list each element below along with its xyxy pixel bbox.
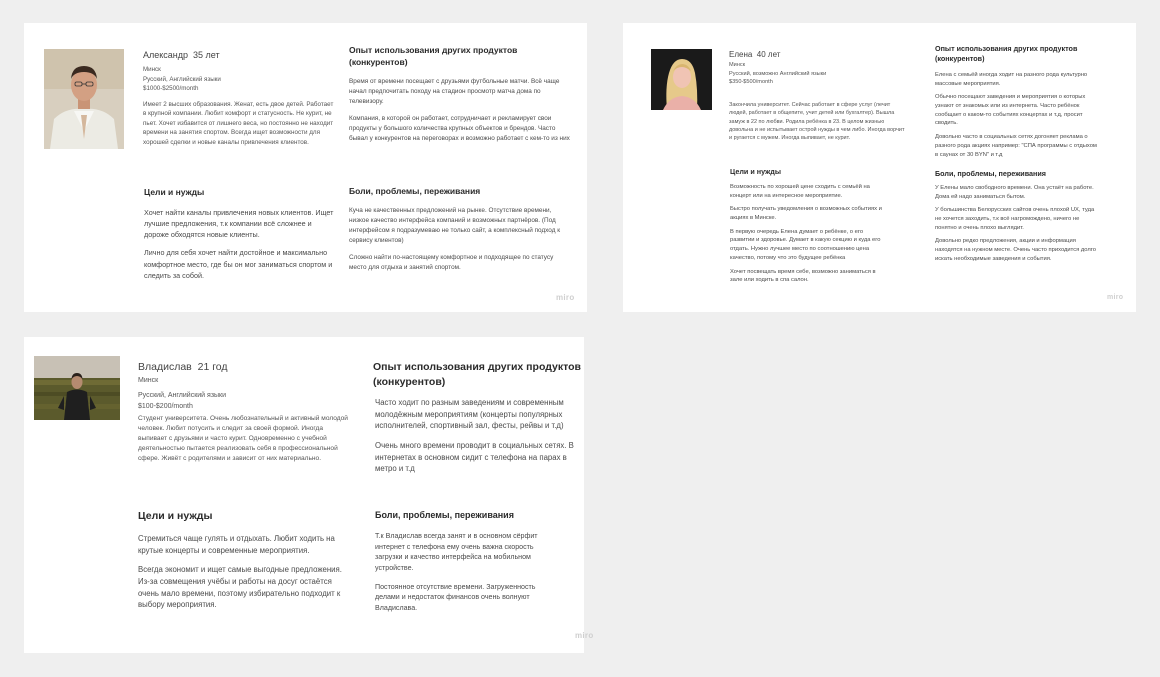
competitors-paragraph: Елена с семьёй иногда ходит на разного рода культурно массовые мероприятия.	[935, 72, 1088, 87]
miro-watermark: miro	[575, 631, 594, 640]
persona-income: $1000-$2500/month	[143, 85, 199, 93]
competitors-paragraph: Довольно часто в социальных сетях догоняет реклама о разного рода акциях например: "СПА программы с отдыхом в саунах от 30 BYN" и т.д	[935, 134, 1097, 158]
goals-paragraph: Возможность по хорошей цене сходить с семьёй на концерт или на интересное мероприятие.	[730, 184, 870, 199]
pains-paragraph: Сложно найти по-настоящему комфортное и подходящее по статусу место для отдыха и занятий спортом.	[349, 253, 554, 271]
persona-name-line	[729, 50, 909, 59]
persona-languages: Русский, Английский языки	[138, 391, 227, 399]
persona-meta	[138, 376, 338, 413]
persona-income: $350-$500/month	[729, 79, 773, 86]
miro-watermark: miro	[1107, 294, 1124, 301]
competitors-text	[935, 71, 1098, 164]
persona-meta	[143, 65, 343, 94]
persona-bio: Закончила университет. Сейчас работает в сфере услуг (лечит людей, работает в общепите, учит детей или бухгалтер). Вышла замуж в 22 по любви. Родила ребёнка в 23. В целом жизнью довольна и не испытывает острой нужды в чем либо. Иногда ворчит и ругается с мужем. Иногда выпивает, не курит.	[729, 102, 905, 141]
pains-paragraph: У Елены мало свободного времени. Она устаёт на работе. Дома ей надо заниматься бытом.	[935, 185, 1094, 200]
persona-name-line	[143, 50, 343, 60]
goals-heading: Цели и нужды	[138, 510, 213, 522]
persona-income: $100-$200/month	[138, 402, 193, 410]
pains-heading: Боли, проблемы, переживания	[935, 169, 1046, 178]
competitors-heading: Опыт использования других продуктов (конкурентов)	[349, 45, 518, 67]
persona-city: Минск	[729, 62, 746, 68]
competitors-paragraph: Компания, в которой он работает, сотрудничает и рекламирует свои продукты у большого количества крупных объектов и брендов. Часто бывал у конкурентов на переговорах и возможно работает с кем-то из них	[349, 114, 570, 142]
persona-photo	[34, 356, 120, 420]
competitors-heading: Опыт использования других продуктов (конкурентов)	[935, 44, 1078, 64]
goals-paragraph: Хочет посвещать время себе, возможно заниматься в зале или ходить в спа салон.	[730, 268, 876, 284]
persona-photo	[651, 49, 712, 110]
pains-paragraph: Постоянное отсутствие времени. Загруженность делами и недостаток финансов очень волнуют Владислава.	[375, 582, 536, 612]
miro-watermark: miro	[556, 293, 575, 302]
persona-card-aleksandr[interactable]	[24, 23, 587, 312]
pains-heading: Боли, проблемы, переживания	[349, 186, 481, 196]
persona-languages: Русский, Английский языки	[143, 75, 221, 83]
persona-meta	[729, 61, 909, 87]
pains-paragraph: Куча не качественных предложений на рынке. Отсутствие времени, низкое качество интерфейса компаний и возможных партнёров. (Под интерфейсом я подразумеваю не только сайт, а комплексный подход к сервису клиентов)	[349, 207, 561, 244]
pains-paragraph: У большинства Белорусских сайтов очень плохой UX, туда не хочется заходить, т.к всё нагромождено, ничего не понятно и очень плохо выглядит.	[935, 207, 1095, 231]
persona-city: Минск	[143, 66, 161, 73]
persona-name: Елена	[729, 50, 753, 59]
goals-paragraph: Хочет найти каналы привлечения новых клиентов. Ищет лучшие предложения, т.к компании всё сложнее и дороже обходятся новые клиенты.	[144, 208, 334, 240]
pains-text	[935, 184, 1098, 269]
persona-card-vladislav[interactable]	[24, 337, 594, 653]
persona-languages: Русский, возможно Английский языки	[729, 70, 827, 77]
goals-paragraph: Лично для себя хочет найти достойное и максимально комфортное место, где бы он мог заниматься спортом и следить за собой.	[144, 248, 333, 280]
persona-age: 35 лет	[193, 50, 220, 60]
goals-heading: Цели и нужды	[730, 167, 781, 176]
man-in-field-portrait-icon	[34, 356, 120, 420]
goals-text	[144, 207, 334, 288]
competitors-paragraph: Часто ходит по разным заведениям и современным молодёжным мероприятиям (концерты популярных исполнителей, спортивный зал, фесты, рейвы и т.д)	[375, 398, 564, 431]
persona-bio: Студент университета. Очень любознательный и активный молодой человек. Любит потусить и следит за своей формой. Иногда выпивает с друзьями и часто курит. Одновременно с учебной деятельностью пытается реализовать себя в профессиональной сфере. Живёт с родителями и зависит от них материально.	[138, 415, 348, 462]
pains-paragraph: Т.к Владислав всегда занят и в основном сёрфит интернет с телефона ему очень важна скорость загрузки и качество интерфейса на мобильном устройстве.	[375, 532, 538, 572]
goals-heading: Цели и нужды	[144, 187, 205, 197]
goals-paragraph: Всегда экономит и ищет самые выгодные предложения. Из-за совмещения учёбы и работы на досуг остаётся очень мало времени, поэтому избирательно подходит к выбору мероприятия.	[138, 565, 342, 610]
competitors-paragraph: Очень много времени проводит в социальных сетях. В интернетах в основном сидит с телефона на парах в метро и т.д	[375, 441, 574, 474]
goals-paragraph: Стремиться чаще гулять и отдыхать. Любит ходить на крутые концерты и современные мероприятия.	[138, 534, 335, 555]
pains-paragraph: Довольно редко предложения, акции и информация находятся на нужном месте. Очень часто приходится долго искать необходимые заведения и события.	[935, 238, 1096, 262]
woman-portrait-icon	[651, 49, 712, 110]
competitors-paragraph: Обычно посещают заведения и мероприятия о которых узнают от знакомых или из интернета. Часто ребёнок сообщает о каком-то событиях концертах и т.д, просит сводить.	[935, 94, 1086, 127]
persona-name: Владислав	[138, 361, 192, 373]
pains-text	[349, 206, 571, 280]
persona-photo	[44, 49, 124, 149]
persona-name-line	[138, 361, 338, 373]
persona-city: Минск	[138, 377, 159, 384]
persona-bio: Имеет 2 высших образования. Женат, есть двое детей. Работает в крупной компании. Любит комфорт и статусность. Не курит, не пьет. Хочет избавится от лишнего веса, но постоянно не находит времени на занятия спортом. Всегда ищет возможности для хорошей сделки и новые каналы привлечения клиентов.	[143, 101, 334, 146]
competitors-paragraph: Время от времени посещает с друзьями футбольные матчи. Всё чаще начал предпочитать походу на стадион просмотр матча дома по телевизору.	[349, 78, 560, 105]
persona-name: Александр	[143, 50, 189, 60]
competitors-text	[375, 397, 578, 483]
goals-text	[730, 183, 886, 290]
persona-age: 21 год	[197, 361, 228, 373]
pains-heading: Боли, проблемы, переживания	[375, 510, 514, 520]
competitors-heading: Опыт использования других продуктов (конкурентов)	[373, 361, 581, 389]
goals-text	[138, 533, 344, 619]
goals-paragraph: В первую очередь Елена думает о ребёнке, о его развитии и здоровье. Думает в какую секцию и куда его отдать. Нужно лучшее место по соотношению цена качество, потому что это будущее ребёнка	[730, 228, 881, 261]
persona-card-elena[interactable]	[623, 23, 1136, 312]
man-portrait-icon	[44, 49, 124, 149]
persona-age: 40 лет	[756, 50, 781, 59]
goals-paragraph: Быстро получать уведомления о возможных событиях и акциях в Минске.	[730, 206, 882, 222]
competitors-text	[349, 77, 571, 151]
pains-text	[375, 531, 561, 621]
